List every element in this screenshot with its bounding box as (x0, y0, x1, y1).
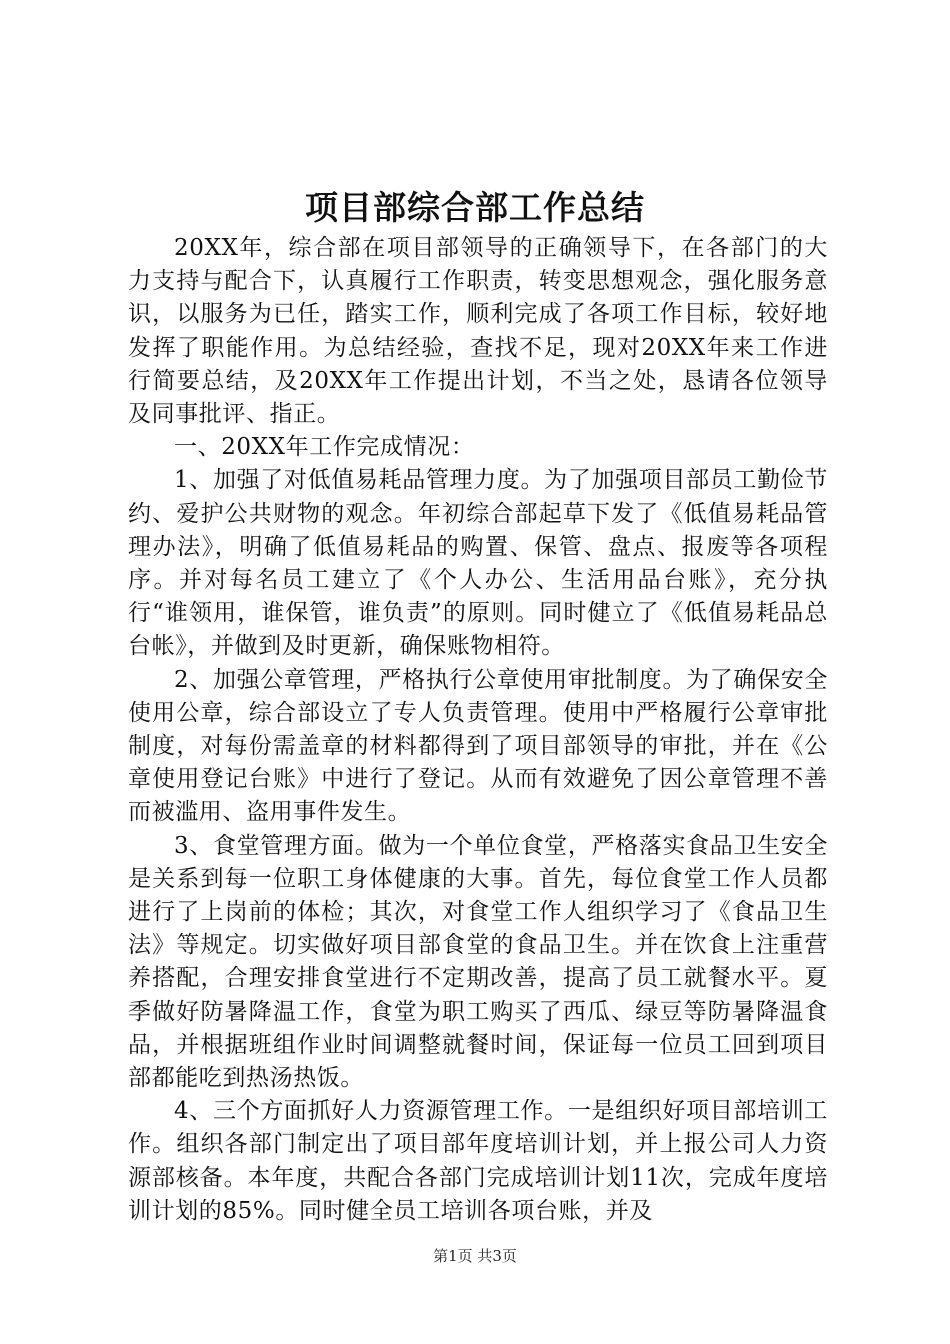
item-paragraph-3: 3、食堂管理方面。做为一个单位食堂，严格落实食品卫生安全是关系到每一位职工身体健康的大事。首先，每位食堂工作人员都进行了上岗前的体检；其次，对食堂工作人组织学习了《食品卫生法》等规定。切实做好项目部食堂的食品卫生。并在饮食上注重营养搭配，合理安排食堂进行不定期改善，提高了员工就餐水平。夏季做好防暑降温工作，食堂为职工购买了西瓜、绿豆等防暑降温食品，并根据班组作业时间调整就餐时间，保证每一位员工回到项目部都能吃到热汤热饭。 (128, 832, 828, 1092)
intro-paragraph: 20XX年，综合部在项目部领导的正确领导下，在各部门的大力支持与配合下，认真履行工作职责，转变思想观念，强化服务意识，以服务为已任，踏实工作，顺利完成了各项工作目标，较好地发挥了职能作用。为总结经验，查找不足，现对20XX年来工作进行简要总结，及20XX年工作提出计划，不当之处，恳请各位领导及同事批评、指正。 (128, 235, 828, 428)
section-heading: 一、20XX年工作完成情况： (174, 434, 475, 461)
item-paragraph-1: 1、加强了对低值易耗品管理力度。为了加强项目部员工勤俭节约、爱护公共财物的观念。年初综合部起草下发了《低值易耗品管理办法》，明确了低值易耗品的购置、保管、盘点、报废等各项程序。并对每名员工建立了《个人办公、生活用品台账》，充分执行“谁领用，谁保管，谁负责”的原则。同时健立了《低值易耗品总台帐》，并做到及时更新，确保账物相符。 (128, 467, 828, 660)
document-body (128, 232, 828, 1228)
item-paragraph-4: 4、三个方面抓好人力资源管理工作。一是组织好项目部培训工作。组织各部门制定出了项目部年度培训计划，并上报公司人力资源部核备。本年度，共配合各部门完成培训计划11次，完成年度培训计划的85%。同时健全员工培训各项台账，并及 (128, 1098, 828, 1224)
item-paragraph-2: 2、加强公章管理，严格执行公章使用审批制度。为了确保安全使用公章，综合部设立了专人负责管理。使用中严格履行公章审批制度，对每份需盖章的材料都得到了项目部领导的审批，并在《公章使用登记台账》中进行了登记。从而有效避免了因公章管理不善而被滥用、盗用事件发生。 (128, 666, 828, 826)
document-title: 项目部综合部工作总结 (305, 188, 645, 227)
page-number-footer: 第1页 共3页 (433, 1247, 517, 1265)
